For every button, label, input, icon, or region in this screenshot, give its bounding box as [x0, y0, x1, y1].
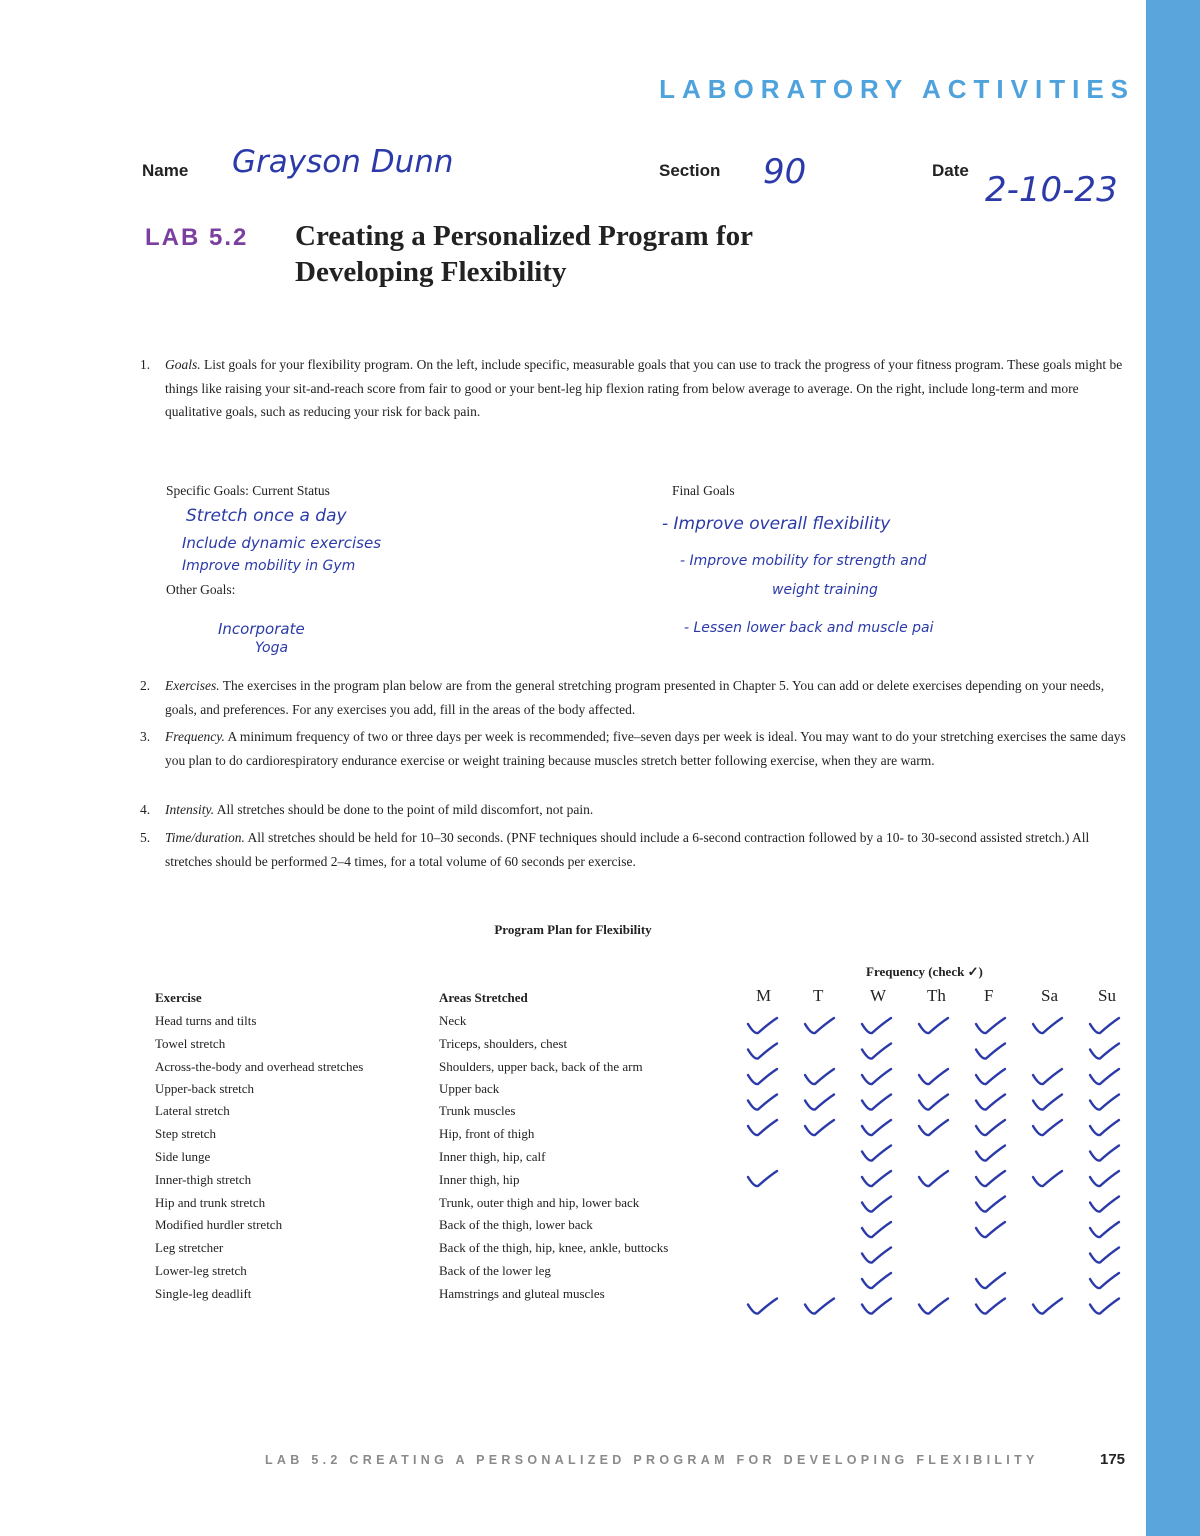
checkmark — [1090, 1146, 1119, 1161]
checkmark — [805, 1069, 834, 1084]
final-goal: - Improve overall flexibility — [662, 514, 891, 534]
checkmark — [976, 1299, 1005, 1314]
checkmark — [862, 1222, 891, 1237]
instruction-text: List goals for your flexibility program. On the left, include specific, measurable goals that you can use to track the progress of your fitness program. These goals might be things like raising your sit-and-reach score from fair to good or your bent-leg hip flexion rating from below average to average. On the right, include long-term and more qualitative goals, such as reducing your risk for back pain. — [165, 357, 1123, 419]
checkmark — [1090, 1120, 1119, 1135]
section-value: 90 — [763, 152, 807, 192]
checkmark — [976, 1171, 1005, 1186]
instruction-label: Time/duration. — [165, 830, 245, 845]
checkmark — [976, 1273, 1005, 1288]
instruction-num: 1. — [140, 357, 151, 372]
instruction-label: Frequency. — [165, 729, 225, 744]
checkmark — [919, 1171, 948, 1186]
instruction-num: 3. — [140, 729, 151, 744]
exercise-name: Head turns and tilts — [155, 1013, 257, 1028]
exercise-name: Towel stretch — [155, 1036, 226, 1051]
checkmark — [862, 1248, 891, 1263]
specific-goals-label: Specific Goals: Current Status — [166, 483, 330, 498]
checkmark — [862, 1120, 891, 1135]
checkmark — [919, 1069, 948, 1084]
areas-stretched: Trunk, outer thigh and hip, lower back — [439, 1195, 640, 1210]
checkmark — [919, 1018, 948, 1033]
checkmark — [1090, 1248, 1119, 1263]
date-value: 2-10-23 — [985, 170, 1118, 210]
checkmark — [976, 1095, 1005, 1110]
final-goal: - Lessen lower back and muscle pai — [684, 620, 934, 636]
exercise-column-header: Exercise — [155, 990, 202, 1005]
exercise-name: Hip and trunk stretch — [155, 1195, 266, 1210]
checkmark — [1090, 1018, 1119, 1033]
lab-title-line2: Developing Flexibility — [295, 256, 567, 288]
day-tuesday: T — [813, 986, 824, 1005]
areas-stretched: Back of the thigh, lower back — [439, 1217, 593, 1232]
running-footer: LAB 5.2 CREATING A PERSONALIZED PROGRAM FOR DEVELOPING FLEXIBILITY — [265, 1453, 1039, 1467]
checkmark — [748, 1171, 777, 1186]
date-label: Date — [932, 161, 969, 180]
checkmark — [1090, 1222, 1119, 1237]
checkmark — [862, 1273, 891, 1288]
day-wednesday: W — [870, 986, 887, 1005]
instruction-text: The exercises in the program plan below are from the general stretching program presented in Chapter 5. You can add or delete exercises depending on your needs, goals, and preferences. For any exercises you add, fill in the areas of the body affected. — [165, 678, 1105, 717]
checkmark — [976, 1146, 1005, 1161]
checkmark — [1090, 1044, 1119, 1059]
checkmark — [862, 1044, 891, 1059]
final-goal: weight training — [772, 582, 878, 598]
exercise-name: Step stretch — [155, 1126, 217, 1141]
plan-title: Program Plan for Flexibility — [494, 922, 652, 937]
exercise-name: Modified hurdler stretch — [155, 1217, 283, 1232]
name-label: Name — [142, 161, 189, 180]
page-edge-bar — [1146, 0, 1200, 1536]
checkmark — [1033, 1018, 1062, 1033]
checkmark — [1090, 1171, 1119, 1186]
areas-stretched: Inner thigh, hip, calf — [439, 1149, 546, 1164]
checkmark — [1090, 1273, 1119, 1288]
checkmark — [862, 1197, 891, 1212]
exercise-name: Single-leg deadlift — [155, 1286, 252, 1301]
exercise-name: Leg stretcher — [155, 1240, 224, 1255]
checkmark — [1090, 1095, 1119, 1110]
instruction-text: All stretches should be done to the point of mild discomfort, not pain. — [214, 802, 594, 817]
checkmark — [748, 1069, 777, 1084]
exercise-name: Side lunge — [155, 1149, 211, 1164]
instruction-num: 5. — [140, 830, 151, 845]
lab-title-line1: Creating a Personalized Program for — [295, 220, 753, 252]
specific-goal: Include dynamic exercises — [182, 534, 382, 552]
checkmark — [748, 1018, 777, 1033]
checkmark — [1033, 1095, 1062, 1110]
checkmark — [862, 1069, 891, 1084]
instruction-label: Goals. — [165, 357, 201, 372]
checkmark — [919, 1095, 948, 1110]
checkmark — [1090, 1197, 1119, 1212]
page-number: 175 — [1100, 1451, 1126, 1468]
instruction-text: All stretches should be held for 10–30 seconds. (PNF techniques should include a 6-second contraction followed by a 10- to 30-second assisted stretch.) All stretches should be performed 2–4 times, for a total volume of 60 seconds per exercise. — [165, 830, 1090, 869]
checkmark — [976, 1120, 1005, 1135]
instruction-text: A minimum frequency of two or three days per week is recommended; five–seven days per week is ideal. You may want to do your stretching exercises the same days you plan to do cardiorespiratory endurance exercise or weight training because muscles stretch better following exercise, when they are warm. — [165, 729, 1126, 768]
other-goals-label: Other Goals: — [166, 582, 236, 597]
day-thursday: Th — [927, 986, 946, 1005]
checkmark — [976, 1197, 1005, 1212]
checkmark — [1090, 1069, 1119, 1084]
checkmark — [862, 1018, 891, 1033]
checkmark — [748, 1044, 777, 1059]
checkmark — [1033, 1171, 1062, 1186]
areas-stretched: Hamstrings and gluteal muscles — [439, 1286, 605, 1301]
areas-stretched: Hip, front of thigh — [439, 1126, 535, 1141]
specific-goal: Stretch once a day — [186, 506, 347, 526]
checkmark — [805, 1018, 834, 1033]
section-header: LABORATORY ACTIVITIES — [659, 74, 1135, 104]
areas-stretched: Back of the lower leg — [439, 1263, 551, 1278]
name-value: Grayson Dunn — [232, 144, 454, 180]
specific-goal: Improve mobility in Gym — [182, 558, 356, 574]
areas-stretched: Shoulders, upper back, back of the arm — [439, 1059, 643, 1074]
instruction-num: 4. — [140, 802, 151, 817]
day-monday: M — [756, 986, 772, 1005]
handwritten-checkmarks — [700, 1000, 1140, 1340]
exercise-name: Across-the-body and overhead stretches — [155, 1059, 364, 1074]
day-sunday: Su — [1098, 986, 1116, 1005]
areas-stretched: Trunk muscles — [439, 1103, 516, 1118]
lab-number: LAB 5.2 — [145, 224, 249, 251]
checkmark — [1033, 1069, 1062, 1084]
checkmark — [862, 1095, 891, 1110]
instruction-label: Intensity. — [165, 802, 215, 817]
checkmark — [976, 1222, 1005, 1237]
other-goal: Yoga — [255, 640, 289, 656]
exercise-name: Inner-thigh stretch — [155, 1172, 252, 1187]
checkmark — [748, 1095, 777, 1110]
exercise-name: Lower-leg stretch — [155, 1263, 247, 1278]
checkmark — [748, 1120, 777, 1135]
areas-stretched: Neck — [439, 1013, 467, 1028]
final-goal: - Improve mobility for strength and — [680, 553, 927, 569]
checkmark — [919, 1120, 948, 1135]
checkmark — [862, 1171, 891, 1186]
checkmark — [919, 1299, 948, 1314]
instruction-num: 2. — [140, 678, 151, 693]
checkmark — [976, 1018, 1005, 1033]
checkmark — [805, 1299, 834, 1314]
areas-stretched: Inner thigh, hip — [439, 1172, 520, 1187]
checkmark — [805, 1120, 834, 1135]
other-goal: Incorporate — [218, 620, 305, 638]
exercise-name: Upper-back stretch — [155, 1081, 254, 1096]
checkmark — [976, 1069, 1005, 1084]
areas-column-header: Areas Stretched — [439, 990, 528, 1005]
areas-stretched: Triceps, shoulders, chest — [439, 1036, 568, 1051]
checkmark — [748, 1299, 777, 1314]
exercise-name: Lateral stretch — [155, 1103, 230, 1118]
instruction-label: Exercises. — [165, 678, 220, 693]
checkmark — [862, 1299, 891, 1314]
final-goals-label: Final Goals — [672, 483, 735, 498]
checkmark — [862, 1146, 891, 1161]
day-saturday: Sa — [1041, 986, 1058, 1005]
areas-stretched: Upper back — [439, 1081, 500, 1096]
areas-stretched: Back of the thigh, hip, knee, ankle, buttocks — [439, 1240, 669, 1255]
section-label: Section — [659, 161, 721, 180]
checkmark — [1033, 1120, 1062, 1135]
checkmark — [976, 1044, 1005, 1059]
frequency-label: Frequency (check ✓) — [866, 964, 983, 979]
checkmark — [805, 1095, 834, 1110]
lab-title — [295, 218, 895, 290]
day-friday: F — [984, 986, 994, 1005]
checkmark — [1033, 1299, 1062, 1314]
checkmark — [1090, 1299, 1119, 1314]
